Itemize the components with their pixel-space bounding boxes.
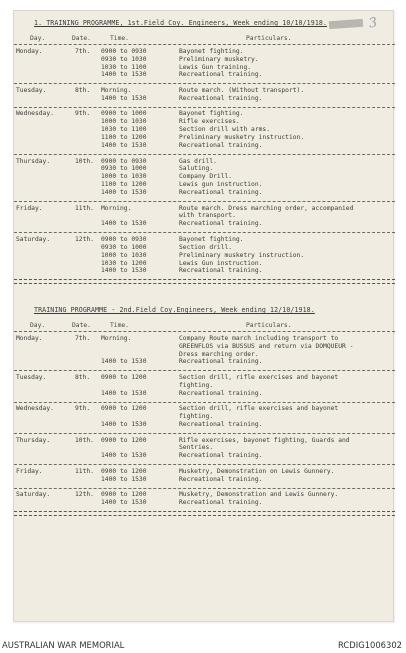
day-date: 12th. <box>75 235 94 243</box>
programme-title: TRAINING PROGRAMME - 2nd.Field Coy.Engineers, Week ending 12/10/1918. <box>34 306 315 314</box>
entry-particulars: Lewis Gun instruction. <box>179 259 263 267</box>
entry-particulars: Recreational training. <box>179 475 263 483</box>
schedule-entry <box>14 267 395 275</box>
entry-particulars: fighting. <box>179 413 214 421</box>
footer-record-id: RCDIG1006302 <box>338 640 402 650</box>
schedule-entry <box>14 374 395 382</box>
entry-time: 0900 to 0930 <box>101 235 147 243</box>
entry-particulars: Preliminary musketry instruction. <box>179 134 305 142</box>
schedule-entry <box>14 64 395 72</box>
schedule-entry <box>14 236 395 244</box>
schedule-entry <box>14 335 395 343</box>
schedule-entry <box>14 158 395 166</box>
schedule-entry <box>14 205 395 213</box>
entry-particulars: Preliminary musketry. <box>179 55 259 63</box>
separator-line <box>14 232 395 233</box>
entry-time: 1400 to 1530 <box>101 267 147 275</box>
entry-time: 0930 to 1030 <box>101 55 147 63</box>
entry-time: Morning. <box>101 204 132 212</box>
schedule-entry <box>14 343 395 351</box>
entry-particulars: Recreational training. <box>179 499 263 507</box>
schedule-entry <box>14 110 395 118</box>
entry-time: 1400 to 1530 <box>101 220 147 228</box>
day-date: 8th. <box>75 87 91 94</box>
entry-time: 0900 to 0930 <box>101 47 147 55</box>
day-date: 9th. <box>75 110 91 118</box>
separator-line <box>14 154 395 155</box>
header-time: Time. <box>110 35 129 42</box>
entry-time: 0930 to 1000 <box>101 165 147 173</box>
separator-line <box>14 464 395 465</box>
entry-time: 1000 to 1030 <box>101 251 147 259</box>
entry-particulars: Section drill, rifle exercises and bayonet <box>179 374 339 381</box>
schedule-entry <box>14 165 395 173</box>
schedule-entry <box>14 437 395 445</box>
entry-particulars: Section drill with arms. <box>179 126 270 134</box>
entry-time: 0900 to 1200 <box>101 491 147 499</box>
entry-particulars: Sentries. <box>179 444 214 452</box>
entry-time: 0900 to 1200 <box>101 374 147 381</box>
entry-particulars: Recreational training. <box>179 452 263 460</box>
entry-time: 0900 to 1200 <box>101 436 147 444</box>
separator-line <box>14 107 395 108</box>
entry-time: 1400 to 1530 <box>101 94 147 102</box>
day-name: Wednesday. <box>16 405 54 413</box>
entry-particulars: Recreational training. <box>179 267 263 275</box>
entry-particulars: Company Route march including transport to <box>179 334 339 342</box>
schedule-entry <box>14 390 395 398</box>
day-date: 10th. <box>75 436 94 444</box>
schedule-entry <box>14 491 395 499</box>
entry-time: 0930 to 1000 <box>101 243 147 251</box>
schedule-entry <box>14 142 395 150</box>
schedule-entry <box>14 413 395 421</box>
pencil-annotation: 3 <box>367 15 379 32</box>
entry-time: 1030 to 1200 <box>101 259 147 267</box>
schedule-entry <box>14 212 395 220</box>
entry-time: 1400 to 1530 <box>101 141 147 149</box>
programme-title: 1. TRAINING PROGRAMME, 1st.Field Coy. Engineers, Week ending 10/10/1918. <box>34 19 328 27</box>
separator-line <box>14 370 395 371</box>
schedule-entry <box>14 252 395 260</box>
entry-particulars: with transport. <box>179 212 236 220</box>
entry-particulars: Lewis gun instruction. <box>179 181 263 189</box>
entry-time: 0900 to 1200 <box>101 405 147 413</box>
entry-time: 1100 to 1200 <box>101 134 147 142</box>
entry-particulars: Section drill, rifle exercises and bayonet <box>179 405 339 413</box>
separator-line <box>14 331 395 332</box>
entry-time: 1400 to 1530 <box>101 71 147 79</box>
separator-line <box>14 433 395 434</box>
entry-time: 0900 to 1000 <box>101 110 147 118</box>
day-name: Friday. <box>16 204 43 212</box>
separator-line <box>14 488 395 489</box>
entry-particulars: Lewis Gun training. <box>179 63 252 71</box>
day-name: Thursday. <box>16 436 51 444</box>
day-date: 7th. <box>75 47 91 55</box>
entry-time: 1400 to 1530 <box>101 389 147 397</box>
schedule-entry <box>14 71 395 79</box>
entry-particulars: Bayonet fighting. <box>179 47 244 55</box>
entry-particulars: Recreational training. <box>179 358 263 366</box>
separator-line <box>14 402 395 403</box>
schedule-entry <box>14 48 395 56</box>
entry-particulars: Section drill. <box>179 243 233 251</box>
entry-particulars: Recreational training. <box>179 141 263 149</box>
day-date: 11th. <box>75 204 94 212</box>
entry-time: 0900 to 0930 <box>101 157 147 165</box>
entry-time: 1400 to 1530 <box>101 475 147 483</box>
document-page <box>13 10 394 622</box>
entry-particulars: Saluting. <box>179 165 214 173</box>
day-date: 10th. <box>75 157 94 165</box>
schedule-entry <box>14 220 395 228</box>
section-end-rule <box>14 511 395 516</box>
separator-line <box>14 83 395 84</box>
day-date: 11th. <box>75 467 94 475</box>
schedule-entry <box>14 351 395 359</box>
entry-particulars: Bayonet fighting. <box>179 110 244 118</box>
header-time: Time. <box>110 322 129 329</box>
day-name: Tuesday. <box>16 374 47 381</box>
section-end-rule <box>14 279 395 284</box>
entry-particulars: Route march. (Without transport). <box>179 87 305 94</box>
schedule-entry <box>14 118 395 126</box>
schedule-entry <box>14 87 395 95</box>
header-particulars: Particulars. <box>246 35 292 42</box>
schedule-entry <box>14 181 395 189</box>
entry-time: 1400 to 1530 <box>101 499 147 507</box>
entry-particulars: fighting. <box>179 381 214 389</box>
day-date: 7th. <box>75 334 91 342</box>
day-date: 12th. <box>75 491 94 499</box>
separator-line <box>14 44 395 45</box>
day-date: 9th. <box>75 405 91 413</box>
day-name: Wednesday. <box>16 110 54 118</box>
day-name: Saturday. <box>16 235 51 243</box>
entry-particulars: Company Drill. <box>179 173 233 181</box>
entry-particulars: Bayonet fighting. <box>179 235 244 243</box>
schedule-entry <box>14 260 395 268</box>
header-particulars: Particulars. <box>246 322 292 329</box>
entry-time: 0900 to 1200 <box>101 467 147 475</box>
entry-time: 1030 to 1100 <box>101 126 147 134</box>
entry-time: Morning. <box>101 87 132 94</box>
entry-time: 1400 to 1530 <box>101 452 147 460</box>
schedule-entry <box>14 95 395 103</box>
footer-institution: AUSTRALIAN WAR MEMORIAL <box>2 640 125 650</box>
entry-particulars: Gas drill. <box>179 157 217 165</box>
redaction-stamp <box>329 19 363 29</box>
day-name: Thursday. <box>16 157 51 165</box>
schedule-entry <box>14 499 395 507</box>
entry-particulars: GREENFLOS via BUSSUS and return via DOMQUEUR - <box>179 342 354 350</box>
schedule-entry <box>14 421 395 429</box>
entry-particulars: Dress marching order. <box>179 350 259 358</box>
separator-line <box>14 201 395 202</box>
schedule-entry <box>14 405 395 413</box>
entry-time: 1400 to 1530 <box>101 358 147 366</box>
schedule-entry <box>14 452 395 460</box>
schedule-entry <box>14 444 395 452</box>
entry-particulars: Rifle exercises. <box>179 118 240 126</box>
entry-particulars: Recreational training. <box>179 421 263 429</box>
entry-particulars: Recreational training. <box>179 189 263 197</box>
entry-particulars: Recreational training. <box>179 71 263 79</box>
schedule-entry <box>14 358 395 366</box>
entry-time: 1100 to 1200 <box>101 181 147 189</box>
entry-particulars: Recreational training. <box>179 94 263 102</box>
day-name: Monday. <box>16 47 43 55</box>
entry-particulars: Recreational training. <box>179 220 263 228</box>
entry-time: 1000 to 1030 <box>101 173 147 181</box>
entry-particulars: Musketry, Demonstration and Lewis Gunnery. <box>179 491 339 499</box>
entry-time: 1400 to 1530 <box>101 421 147 429</box>
schedule-entry <box>14 56 395 64</box>
entry-time: 1400 to 1530 <box>101 189 147 197</box>
header-date: Date. <box>72 35 91 42</box>
entry-time: Morning. <box>101 334 132 342</box>
entry-time: 1000 to 1030 <box>101 118 147 126</box>
header-day: Day. <box>30 35 46 42</box>
entry-particulars: Recreational training. <box>179 389 263 397</box>
entry-time: 1030 to 1100 <box>101 63 147 71</box>
entry-particulars: Route march. Dress marching order, accompanied <box>179 204 354 212</box>
schedule-entry <box>14 382 395 390</box>
schedule-entry <box>14 476 395 484</box>
schedule-entry <box>14 134 395 142</box>
entry-particulars: Preliminary musketry instruction. <box>179 251 305 259</box>
header-day: Day. <box>30 322 46 329</box>
schedule-entry <box>14 244 395 252</box>
day-name: Monday. <box>16 334 43 342</box>
schedule-entry <box>14 189 395 197</box>
schedule-entry <box>14 173 395 181</box>
day-name: Friday. <box>16 467 43 475</box>
entry-particulars: Musketry, Demonstration on Lewis Gunnery. <box>179 467 335 475</box>
schedule-entry <box>14 468 395 476</box>
day-name: Tuesday. <box>16 87 47 94</box>
entry-particulars: Rifle exercises, bayonet fighting, Guards and <box>179 436 350 444</box>
header-date: Date. <box>72 322 91 329</box>
day-name: Saturday. <box>16 491 51 499</box>
day-date: 8th. <box>75 374 91 381</box>
schedule-entry <box>14 126 395 134</box>
